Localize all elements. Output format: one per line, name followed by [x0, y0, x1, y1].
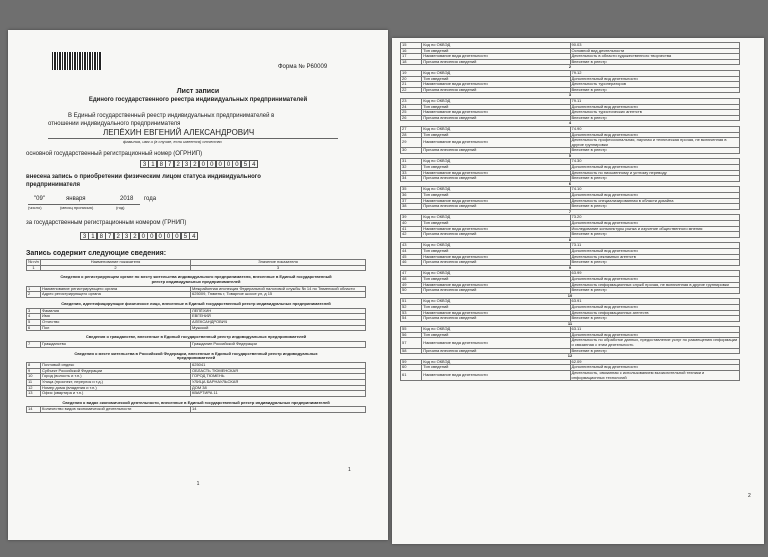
- table-row: [401, 338, 740, 348]
- table-cell: 25: [401, 110, 422, 116]
- table-cell: Код по ОКВЭД: [422, 70, 570, 76]
- digit-box: 5: [241, 160, 250, 168]
- table-cell: 9: [568, 265, 572, 270]
- table-cell: 73.11: [570, 243, 740, 249]
- table-cell: Деятельность специализированная в области дизайна: [570, 198, 740, 204]
- okved-table: [400, 42, 740, 381]
- table-cell: ЕВГЕНИЙ: [191, 314, 366, 320]
- table-cell: 18: [401, 59, 422, 65]
- table-cell: 41: [401, 226, 422, 232]
- table-cell: 5: [27, 319, 41, 325]
- table-cell: Причина внесения сведений: [422, 288, 570, 294]
- table-cell: Дополнительный вид деятельности: [570, 221, 740, 227]
- table-row: [401, 371, 740, 381]
- table-cell: Тип сведений: [422, 193, 570, 199]
- table-cell: Наименование вида деятельности: [422, 54, 570, 60]
- table-cell: Внесение в реестр: [570, 232, 740, 238]
- table-cell: Код по ОКВЭД: [422, 327, 570, 333]
- table-cell: 6: [27, 325, 41, 331]
- table-cell: 2: [568, 64, 572, 70]
- table-cell: Пол: [41, 325, 191, 331]
- table-cell: Деятельность, связанная с использованием вычислительной техники и информационных технологий: [570, 371, 740, 381]
- intro-text-2: отношении индивидуального предпринимателя: [48, 121, 181, 127]
- table-cell: 45: [401, 254, 422, 260]
- table-cell: Сведения о гражданстве, внесенные в Единый государственный реестр индивидуальных предпринимателей: [85, 334, 307, 340]
- page-two: [392, 38, 764, 544]
- table-cell: АЛЕКСАНДРОВИЧ: [191, 319, 366, 325]
- table-cell: 23: [401, 98, 422, 104]
- section-title-row: [27, 297, 366, 308]
- digit-box: 0: [139, 232, 148, 240]
- section-title-row: [27, 347, 366, 363]
- table-cell: 13: [27, 391, 41, 397]
- table-cell: Деятельность туроператоров: [570, 82, 740, 88]
- table-cell: Тип сведений: [422, 304, 570, 310]
- table-cell: Адрес регистрирующего органа: [41, 292, 191, 298]
- digit-box: 0: [216, 160, 225, 168]
- table-cell: 63.91: [570, 299, 740, 305]
- table-cell: 3: [568, 92, 572, 98]
- section-title-row: [27, 271, 366, 287]
- table-cell: Внесение в реестр: [570, 87, 740, 93]
- contains-label: Запись содержит следующие сведения:: [26, 250, 167, 257]
- digit-box: 2: [190, 160, 199, 168]
- table-cell: ОБЛАСТЬ ТЮМЕНСКАЯ: [191, 368, 366, 374]
- table-cell: 27: [401, 126, 422, 132]
- date-month: января: [66, 196, 86, 202]
- date-year-suffix: года: [144, 196, 157, 202]
- table-cell: 38: [401, 204, 422, 210]
- table-row: [27, 407, 366, 413]
- digit-box: 4: [189, 232, 198, 240]
- table-cell: Дополнительный вид деятельности: [570, 165, 740, 171]
- table-cell: 57: [401, 338, 422, 348]
- table-cell: Внесение в реестр: [570, 115, 740, 121]
- table-cell: 3: [27, 308, 41, 314]
- table-cell: Внесение в реестр: [570, 148, 740, 154]
- table-cell: 12: [27, 385, 41, 391]
- barcode: [52, 52, 102, 70]
- table-cell: Внесение в реестр: [570, 260, 740, 266]
- table-cell: 29: [401, 138, 422, 148]
- table-cell: 17: [401, 54, 422, 60]
- digit-box: 4: [249, 160, 258, 168]
- table-cell: Причина внесения сведений: [422, 87, 570, 93]
- table-cell: Код по ОКВЭД: [422, 126, 570, 132]
- table-cell: Причина внесения сведений: [422, 232, 570, 238]
- table-cell: 8: [27, 363, 41, 369]
- table-cell: Тип сведений: [422, 365, 570, 371]
- intro-text-1: В Единый государственный реестр индивидуальных предпринимателей в: [68, 113, 275, 119]
- table-cell: Деятельность туристических агентств: [570, 110, 740, 116]
- table-cell: Наименование вида деятельности: [422, 110, 570, 116]
- table-cell: Код по ОКВЭД: [422, 43, 570, 49]
- table-cell: Дополнительный вид деятельности: [570, 332, 740, 338]
- table-cell: Причина внесения сведений: [422, 59, 570, 65]
- table-cell: 39: [401, 215, 422, 221]
- table-cell: Город (волость и т.п.): [41, 374, 191, 380]
- digit-box: 0: [147, 232, 156, 240]
- table-cell: Код по ОКВЭД: [422, 243, 570, 249]
- table-cell: 56: [401, 332, 422, 338]
- table-cell: Внесение в реестр: [570, 59, 740, 65]
- table-cell: 625041: [191, 363, 366, 369]
- document-title: Лист записи: [176, 88, 220, 95]
- table-cell: 30: [401, 148, 422, 154]
- digit-box: 3: [182, 160, 191, 168]
- table-cell: 53: [401, 310, 422, 316]
- table-cell: 12: [567, 353, 573, 359]
- digit-box: 0: [164, 232, 173, 240]
- table-cell: Наименование вида деятельности: [422, 82, 570, 88]
- table-cell: 7: [568, 209, 572, 214]
- table-cell: 1: [27, 286, 41, 292]
- table-cell: Причина внесения сведений: [422, 115, 570, 121]
- table-cell: Сведения о месте жительства в Российской Федерации, внесенные в Единый государственный реестр индивидуальных предпринимателей: [74, 350, 318, 361]
- table-cell: 52: [401, 304, 422, 310]
- page2-number: 2: [748, 493, 751, 499]
- digit-box: 0: [156, 232, 165, 240]
- table-cell: 1: [27, 265, 41, 271]
- table-cell: 49: [401, 282, 422, 288]
- table-cell: 42: [401, 232, 422, 238]
- table-cell: 74.30: [570, 159, 740, 165]
- table-cell: 31: [401, 159, 422, 165]
- table-cell: Имя: [41, 314, 191, 320]
- table-cell: 50: [401, 288, 422, 294]
- table-cell: 62.09: [570, 359, 740, 365]
- table-cell: 21: [401, 82, 422, 88]
- entry-text-2: предпринимателя: [26, 182, 81, 188]
- digit-box: 0: [224, 160, 233, 168]
- digit-box: 3: [122, 232, 131, 240]
- grnip-label: за государственным регистрационным номером (ГРНИП): [26, 220, 187, 226]
- table-cell: Дополнительный вид деятельности: [570, 248, 740, 254]
- table-cell: Деятельность по письменному и устному переводу: [570, 170, 740, 176]
- digit-box: 2: [174, 160, 183, 168]
- table-cell: Гражданин Российской Федерации: [191, 341, 366, 347]
- table-cell: Причина внесения сведений: [422, 176, 570, 182]
- table-cell: 48: [401, 276, 422, 282]
- table-cell: Деятельность по обработке данных, предоставление услуг по размещению информации и связанная с этим деятельность: [570, 338, 740, 348]
- table-cell: 32: [401, 165, 422, 171]
- digit-box: 7: [165, 160, 174, 168]
- digit-box: 0: [199, 160, 208, 168]
- table-cell: Дополнительный вид деятельности: [570, 193, 740, 199]
- table-cell: Сведения, идентифицирующие физическое лицо, внесенные в Единый государственный реестр индивидуальных предпринимателей: [61, 300, 331, 306]
- table-cell: Код по ОКВЭД: [422, 299, 570, 305]
- table-cell: Субъект Российской Федерации: [41, 368, 191, 374]
- page1-number: 1: [348, 467, 351, 473]
- table-cell: 47: [401, 271, 422, 277]
- table-cell: Дополнительный вид деятельности: [570, 365, 740, 371]
- page-one: [8, 30, 388, 540]
- table-cell: 5: [568, 153, 572, 158]
- table-cell: № п/п: [28, 259, 39, 264]
- table-cell: Дополнительный вид деятельности: [570, 304, 740, 310]
- table-cell: 2: [27, 292, 41, 298]
- table-cell: Наименование вида деятельности: [422, 198, 570, 204]
- digit-box: 3: [80, 232, 89, 240]
- table-cell: Деятельность рекламных агентств: [570, 254, 740, 260]
- table-cell: 9: [27, 368, 41, 374]
- table-cell: 54: [401, 316, 422, 322]
- name-caption: фамилия, имя и (в случае, если имеется) отчество: [123, 139, 222, 144]
- table-cell: 73.20: [570, 215, 740, 221]
- table-cell: Наименование вида деятельности: [422, 170, 570, 176]
- table-cell: 625009, Тюмень г, Товарное шоссе ул, д 15: [191, 292, 366, 298]
- table-cell: Исследование конъюнктуры рынка и изучение общественного мнения: [570, 226, 740, 232]
- table-cell: 60: [401, 365, 422, 371]
- date-caption-month: (месяц прописью): [60, 205, 94, 210]
- table-cell: Внесение в реестр: [570, 176, 740, 182]
- table-cell: Мужской: [191, 325, 366, 331]
- table-cell: Сведения о регистрирующем органе по месту жительства индивидуального предпринимателя, внесенные в Единый государственный реестр индивидуальных предпринимателей: [60, 274, 332, 284]
- table-cell: 35: [401, 187, 422, 193]
- table-cell: 4: [568, 120, 572, 126]
- table-cell: Тип сведений: [422, 104, 570, 110]
- table-cell: УЛИЦА БАРНАУЛЬСКАЯ: [191, 379, 366, 385]
- table-cell: Тип сведений: [422, 165, 570, 171]
- table-cell: Тип сведений: [422, 248, 570, 254]
- table-cell: Внесение в реестр: [570, 348, 740, 354]
- table-cell: Код по ОКВЭД: [422, 271, 570, 277]
- digit-box: 1: [88, 232, 97, 240]
- table-cell: 14: [27, 407, 41, 413]
- table-cell: 15: [401, 43, 422, 49]
- table-cell: Значение показателя: [191, 260, 366, 266]
- digit-box: 2: [114, 232, 123, 240]
- table-cell: 22: [401, 87, 422, 93]
- table-cell: 51: [401, 299, 422, 305]
- date-day: "09": [34, 196, 45, 202]
- main-table: [26, 259, 366, 413]
- table-cell: 79.12: [570, 70, 740, 76]
- table-cell: 19: [401, 70, 422, 76]
- table-cell: ДОМ 38: [191, 385, 366, 391]
- section-title-row: [27, 331, 366, 342]
- table-cell: 63.99: [570, 271, 740, 277]
- date-caption-year: (год): [116, 205, 125, 210]
- ogrnip-boxes: [140, 160, 258, 168]
- table-cell: Тип сведений: [422, 48, 570, 54]
- table-cell: 2: [41, 265, 191, 271]
- table-cell: 59: [401, 359, 422, 365]
- table-cell: Наименование вида деятельности: [422, 371, 570, 381]
- table-cell: Деятельность в области художественного творчества: [570, 54, 740, 60]
- grnip-boxes: [80, 232, 198, 240]
- table-cell: 24: [401, 104, 422, 110]
- table-cell: Деятельность информационных агентств: [570, 310, 740, 316]
- table-cell: 10: [567, 293, 573, 298]
- table-row: [27, 286, 366, 292]
- table-cell: 74.90: [570, 126, 740, 132]
- table-cell: Основной вид деятельности: [570, 48, 740, 54]
- table-cell: Внесение в реестр: [570, 288, 740, 294]
- table-cell: Номер дома (владения и т.п.): [41, 385, 191, 391]
- table-cell: 20: [401, 76, 422, 82]
- table-row: [401, 138, 740, 148]
- table-cell: Причина внесения сведений: [422, 148, 570, 154]
- section-title-row: [27, 396, 366, 407]
- digit-box: 0: [172, 232, 181, 240]
- table-cell: Тип сведений: [422, 132, 570, 138]
- table-cell: Наименование вида деятельности: [422, 282, 570, 288]
- table-cell: Количество видов экономической деятельности: [41, 407, 191, 413]
- table-cell: 58: [401, 348, 422, 354]
- table-cell: 74.10: [570, 187, 740, 193]
- table-cell: Дополнительный вид деятельности: [570, 276, 740, 282]
- table-cell: 36: [401, 193, 422, 199]
- table-cell: Межрайонная инспекция Федеральной налоговой службы № 14 по Тюменской области: [191, 286, 366, 292]
- digit-box: 3: [140, 160, 149, 168]
- document-subtitle: Единого государственного реестра индивидуальных предпринимателей: [88, 97, 308, 103]
- table-cell: 11: [27, 379, 41, 385]
- table-cell: Отчество: [41, 319, 191, 325]
- table-cell: 6: [568, 181, 572, 186]
- table-cell: Внесение в реестр: [570, 204, 740, 210]
- table-cell: 34: [401, 176, 422, 182]
- table-cell: Тип сведений: [422, 332, 570, 338]
- table-cell: Код по ОКВЭД: [422, 159, 570, 165]
- person-name: ЛЕПЁХИН ЕВГЕНИЙ АЛЕКСАНДРОВИЧ: [103, 128, 255, 137]
- table-cell: Код по ОКВЭД: [422, 359, 570, 365]
- table-cell: Внесение в реестр: [570, 316, 740, 322]
- table-cell: 4: [27, 314, 41, 320]
- table-cell: Гражданство: [41, 341, 191, 347]
- digit-box: 2: [130, 232, 139, 240]
- table-cell: Дополнительный вид деятельности: [570, 132, 740, 138]
- table-cell: 16: [401, 48, 422, 54]
- table-cell: 11: [567, 321, 573, 326]
- table-cell: Сведения о видах экономической деятельности, внесенные в Единый государственный реестр индивидуальных предпринимателей: [62, 399, 330, 405]
- digit-box: 8: [157, 160, 166, 168]
- table-cell: 37: [401, 198, 422, 204]
- date-year: 2018: [120, 196, 134, 202]
- table-cell: Причина внесения сведений: [422, 204, 570, 210]
- date-caption-day: (число): [28, 205, 42, 210]
- table-cell: Деятельность профессиональная, научная и техническая прочая, не включенная в другие группировки: [570, 138, 740, 148]
- digit-box: 1: [148, 160, 157, 168]
- table-cell: ЛЕПЁХИН: [191, 308, 366, 314]
- table-cell: КВАРТИРА 11: [191, 391, 366, 397]
- table-cell: 61: [401, 371, 422, 381]
- table-cell: Наименование вида деятельности: [422, 310, 570, 316]
- table-cell: 79.11: [570, 98, 740, 104]
- table-cell: 10: [27, 374, 41, 380]
- table-cell: Тип сведений: [422, 76, 570, 82]
- table-cell: Улица (проспект, переулок и т.д.): [41, 379, 191, 385]
- table-cell: 14: [191, 407, 366, 413]
- ogrnip-label: основной государственный регистрационный номер (ОГРНИП): [26, 151, 203, 157]
- table-cell: 63.11: [570, 327, 740, 333]
- table-cell: Наименование вида деятельности: [422, 226, 570, 232]
- table-cell: 8: [568, 237, 572, 242]
- table-cell: Фамилия: [41, 308, 191, 314]
- table-cell: 43: [401, 243, 422, 249]
- table-cell: Офис (квартира и т.п.): [41, 391, 191, 397]
- table-cell: Дополнительный вид деятельности: [570, 76, 740, 82]
- entry-text-1: внесена запись о приобретении физическим лицом статуса индивидуального: [26, 174, 261, 180]
- table-cell: Наименование вида деятельности: [422, 138, 570, 148]
- digit-box: 0: [207, 160, 216, 168]
- table-cell: 3: [191, 265, 366, 271]
- form-label: Форма № Р60009: [278, 64, 328, 70]
- table-cell: Код по ОКВЭД: [422, 215, 570, 221]
- table-cell: ГОРОД ТЮМЕНЬ: [191, 374, 366, 380]
- table-cell: Причина внесения сведений: [422, 348, 570, 354]
- table-cell: Код по ОКВЭД: [422, 98, 570, 104]
- digit-box: 5: [181, 232, 190, 240]
- table-cell: 7: [27, 341, 41, 347]
- digit-box: 7: [105, 232, 114, 240]
- table-cell: Наименование вида деятельности: [422, 254, 570, 260]
- digit-box: 8: [97, 232, 106, 240]
- table-cell: 28: [401, 132, 422, 138]
- table-cell: 26: [401, 115, 422, 121]
- page1-group-num: 1: [196, 481, 200, 487]
- table-cell: 55: [401, 327, 422, 333]
- digit-box: 0: [232, 160, 241, 168]
- table-cell: Причина внесения сведений: [422, 260, 570, 266]
- table-cell: Деятельность информационных служб прочая, не включенная в другие группировки: [570, 282, 740, 288]
- table-cell: Причина внесения сведений: [422, 316, 570, 322]
- table-cell: Наименование вида деятельности: [422, 338, 570, 348]
- table-cell: Наименование регистрирующего органа: [41, 286, 191, 292]
- table-cell: Наименование показателя: [41, 260, 191, 266]
- table-cell: Тип сведений: [422, 221, 570, 227]
- table-cell: Дополнительный вид деятельности: [570, 104, 740, 110]
- table-cell: 44: [401, 248, 422, 254]
- table-cell: Тип сведений: [422, 276, 570, 282]
- table-cell: 33: [401, 170, 422, 176]
- table-cell: Почтовый индекс: [41, 363, 191, 369]
- table-cell: 46: [401, 260, 422, 266]
- table-cell: 40: [401, 221, 422, 227]
- table-cell: Код по ОКВЭД: [422, 187, 570, 193]
- table-cell: 90.03: [570, 43, 740, 49]
